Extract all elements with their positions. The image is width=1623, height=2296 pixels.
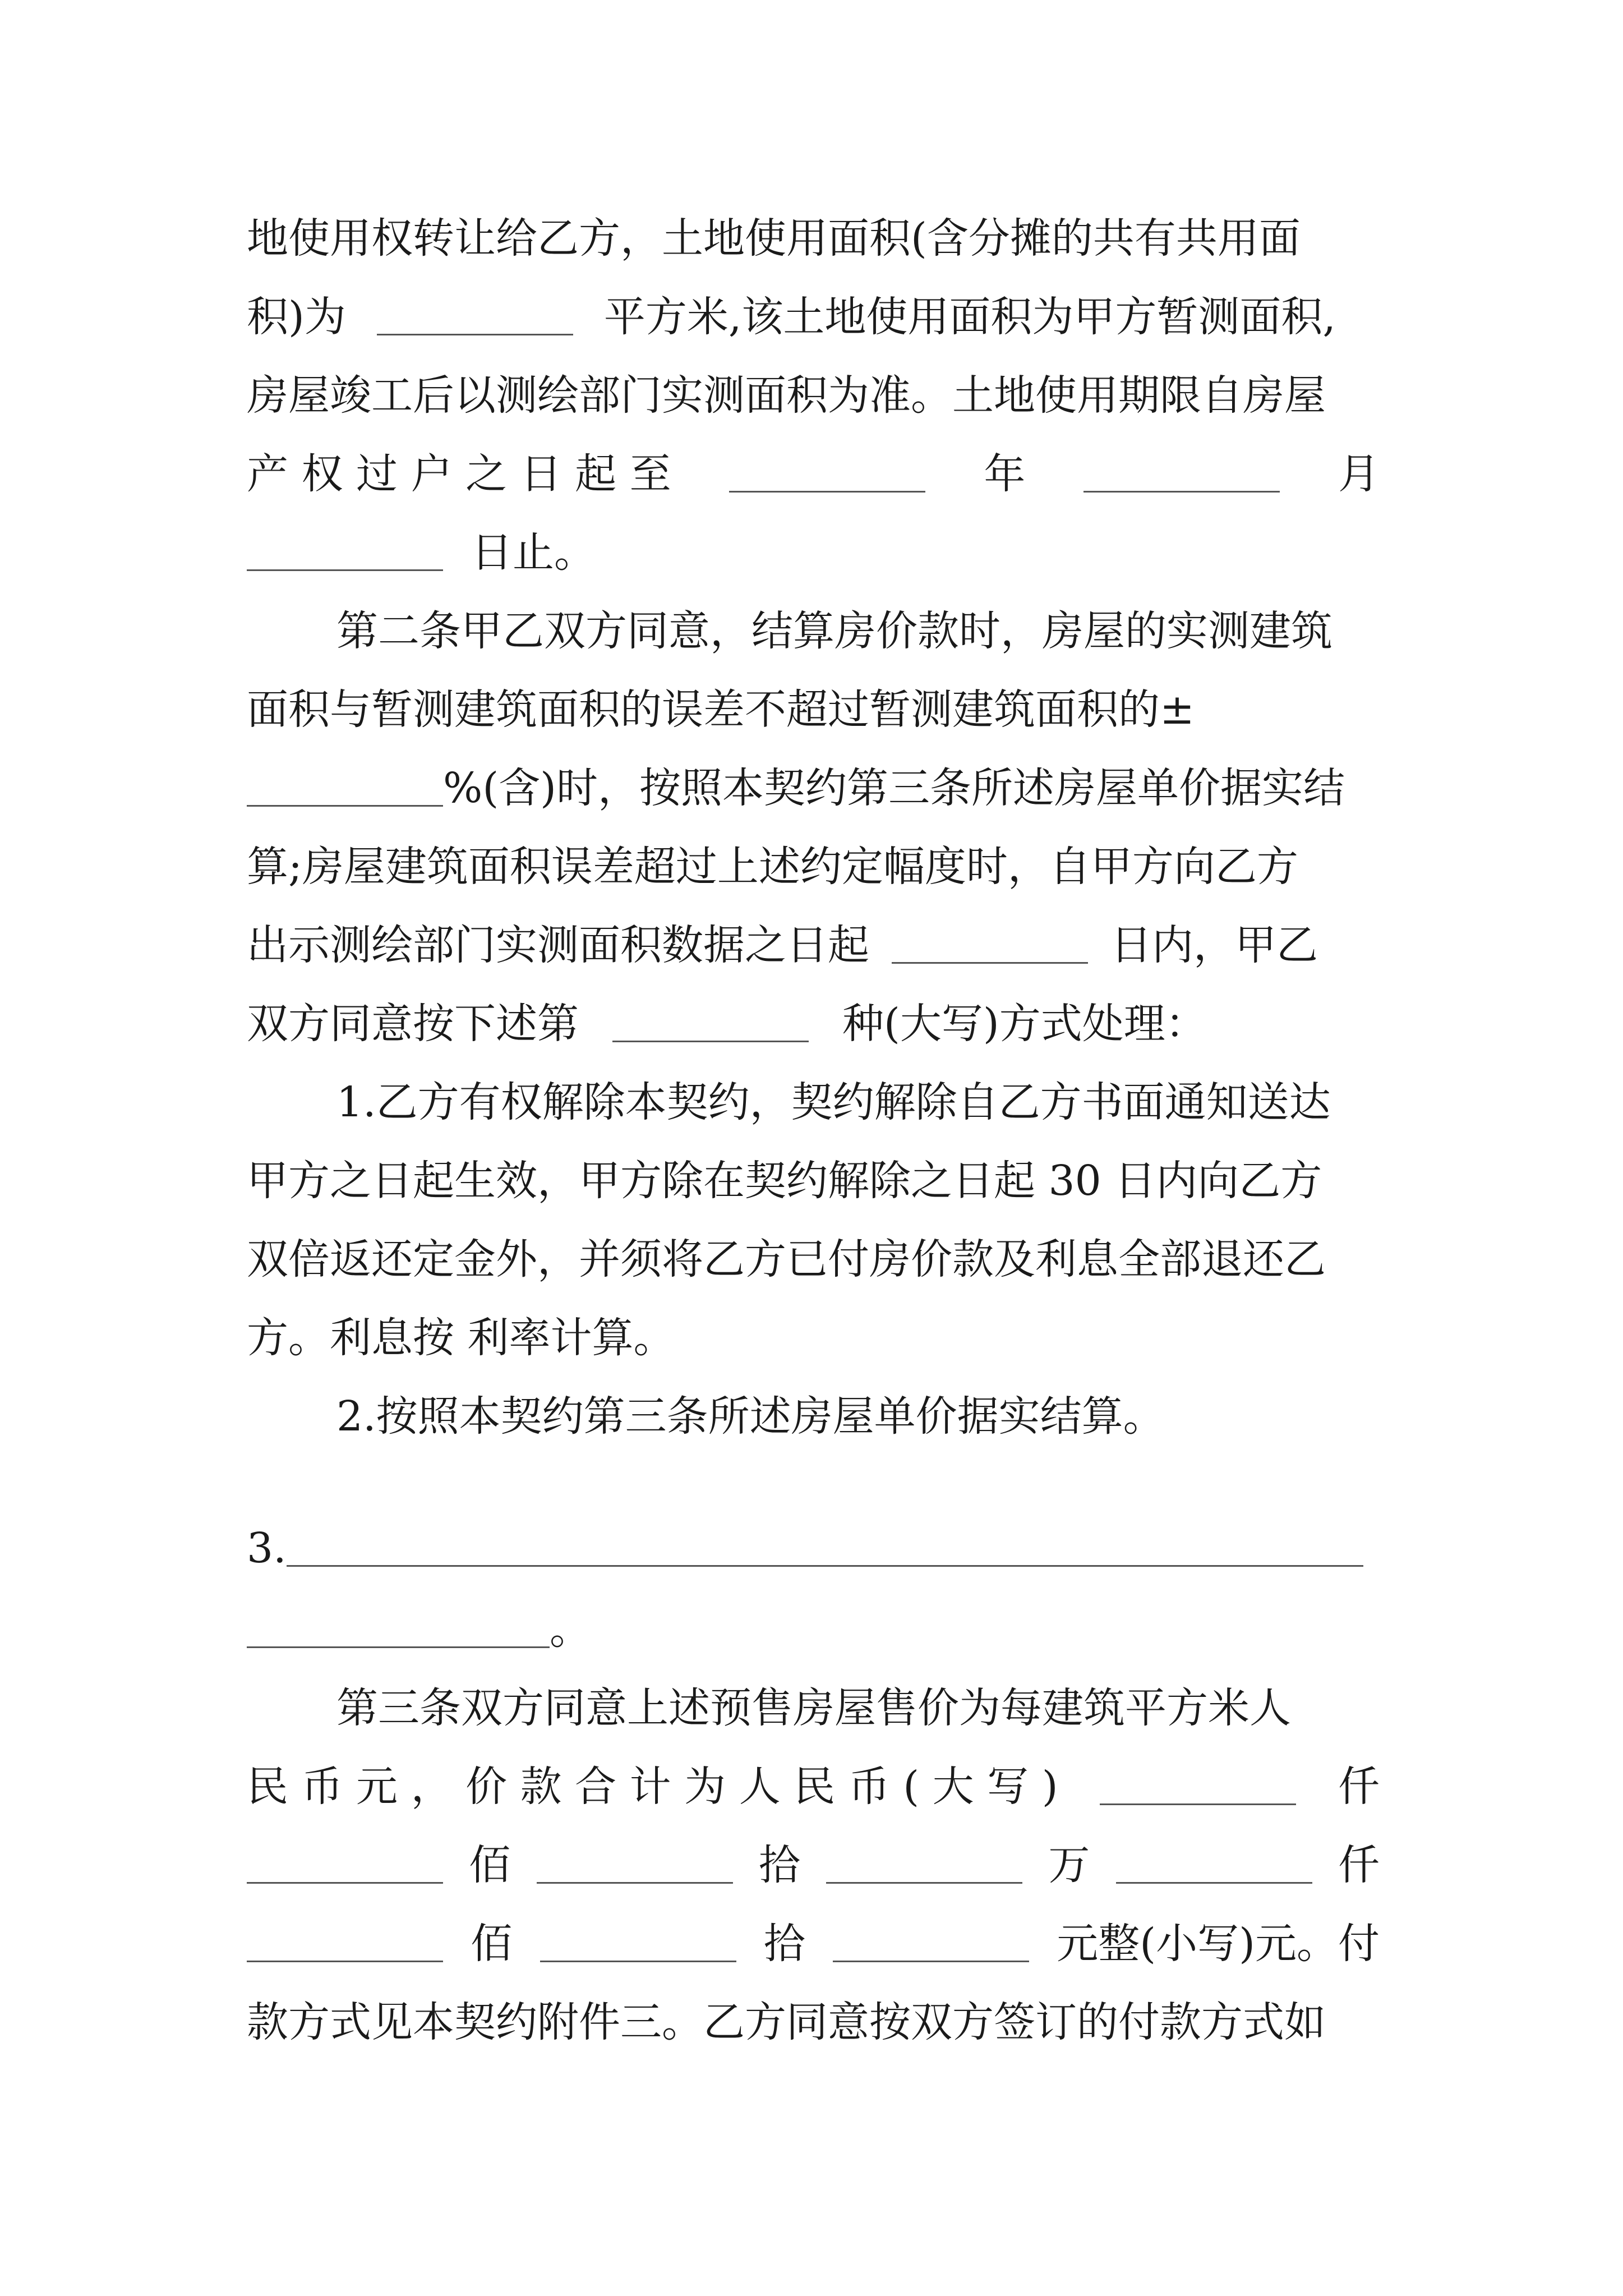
fill-blank <box>826 1880 1022 1884</box>
text-line <box>247 912 1380 979</box>
line-text: 双方同意按下述第 <box>247 1000 579 1048</box>
line-text: 3. <box>247 1524 287 1572</box>
line-text: 双倍返还定金外，并须将乙方已付房价款及利息全部退还乙 <box>247 1235 1326 1283</box>
line-text: 第二条甲乙双方同意，结算房价款时，房屋的实测建筑 <box>336 607 1332 655</box>
text-line <box>247 990 1380 1057</box>
line-text: 万 <box>1048 1841 1090 1889</box>
fill-blank <box>1100 1801 1296 1805</box>
fill-blank <box>540 1958 736 1962</box>
line-text: 第三条双方同意上述预售房屋售价为每建筑平方米人 <box>336 1684 1291 1732</box>
line-text: 种(大写)方式处理： <box>842 1000 1207 1048</box>
line-text: 拾 <box>763 1920 805 1968</box>
fill-blank <box>833 1958 1029 1962</box>
text-line <box>247 440 1380 508</box>
line-text: 房屋竣工后以测绘部门实测面积为准。土地使用期限自房屋 <box>247 371 1326 420</box>
line-text: 仟 <box>1338 1841 1380 1889</box>
text-line <box>247 1989 1380 2056</box>
line-text: 积)为 <box>247 293 346 341</box>
text-line <box>247 833 1380 900</box>
fill-blank <box>892 960 1088 964</box>
fill-blank <box>247 1644 550 1648</box>
fill-blank <box>537 1880 733 1884</box>
text-line <box>247 205 1380 272</box>
text-line <box>247 1069 1380 1136</box>
line-text: 民 币 元 ， 价 款 合 计 为 人 民 币 ( 大 写 ) <box>247 1763 1058 1811</box>
line-text: 月 <box>1338 450 1380 498</box>
line-text: 算;房屋建筑面积误差超过上述约定幅度时，自甲方向乙方 <box>247 843 1298 891</box>
text-line <box>247 1226 1380 1293</box>
text-line <box>247 1304 1380 1372</box>
line-text: 平方米,该土地使用面积为甲方暂测面积, <box>603 293 1336 341</box>
line-text: 仟 <box>1338 1763 1380 1811</box>
line-text: %(含)时，按照本契约第三条所述房屋单价据实结 <box>443 764 1345 812</box>
line-text: 1.乙方有权解除本契约，契约解除自乙方书面通知送达 <box>336 1078 1331 1126</box>
text-line <box>247 1596 1380 1663</box>
text-line <box>247 1674 1380 1742</box>
fill-blank <box>1083 489 1280 493</box>
line-text: 产 权 过 户 之 日 起 至 <box>247 450 671 498</box>
text-line <box>247 283 1380 351</box>
line-text: 面积与暂测建筑面积的误差不超过暂测建筑面积的± <box>247 685 1195 734</box>
line-text: 2.按照本契约第三条所述房屋单价据实结算。 <box>336 1392 1165 1441</box>
text-line <box>247 1147 1380 1214</box>
fill-blank <box>247 1958 443 1962</box>
text-line <box>247 597 1380 665</box>
fill-blank <box>287 1563 1363 1567</box>
line-text: 地使用权转让给乙方，土地使用面积(含分摊的共有共用面 <box>247 214 1301 263</box>
text-line <box>247 754 1380 822</box>
line-text: 元整(小写)元。付 <box>1057 1920 1380 1968</box>
fill-blank <box>247 1880 443 1884</box>
line-text: 出示测绘部门实测面积数据之日起 <box>247 921 869 969</box>
line-text: 日止。 <box>471 528 596 577</box>
line-text: 佰 <box>471 1920 513 1968</box>
line-text: 年 <box>984 450 1026 498</box>
line-text: 日内，甲乙 <box>1110 921 1318 969</box>
line-text: 方。利息按 利率计算。 <box>247 1314 675 1362</box>
line-text: 款方式见本契约附件三。乙方同意按双方签订的付款方式如 <box>247 1998 1326 2046</box>
line-text: 佰 <box>469 1841 511 1889</box>
fill-blank <box>247 567 443 571</box>
text-line <box>247 1753 1380 1820</box>
fill-blank <box>729 489 925 493</box>
fill-blank <box>612 1038 809 1042</box>
text-line <box>247 362 1380 429</box>
line-text: 甲方之日起生效，甲方除在契约解除之日起 30 日内向乙方 <box>247 1157 1322 1205</box>
text-line <box>247 676 1380 743</box>
text-line <box>247 519 1380 586</box>
text-line <box>247 1832 1380 1899</box>
fill-blank <box>247 803 443 807</box>
text-line <box>247 1515 1380 1582</box>
line-text: 拾 <box>758 1841 800 1889</box>
text-line <box>247 1383 1380 1450</box>
fill-blank <box>377 332 573 335</box>
line-text: 。 <box>550 1605 591 1654</box>
fill-blank <box>1116 1880 1312 1884</box>
text-line <box>247 1910 1380 1977</box>
